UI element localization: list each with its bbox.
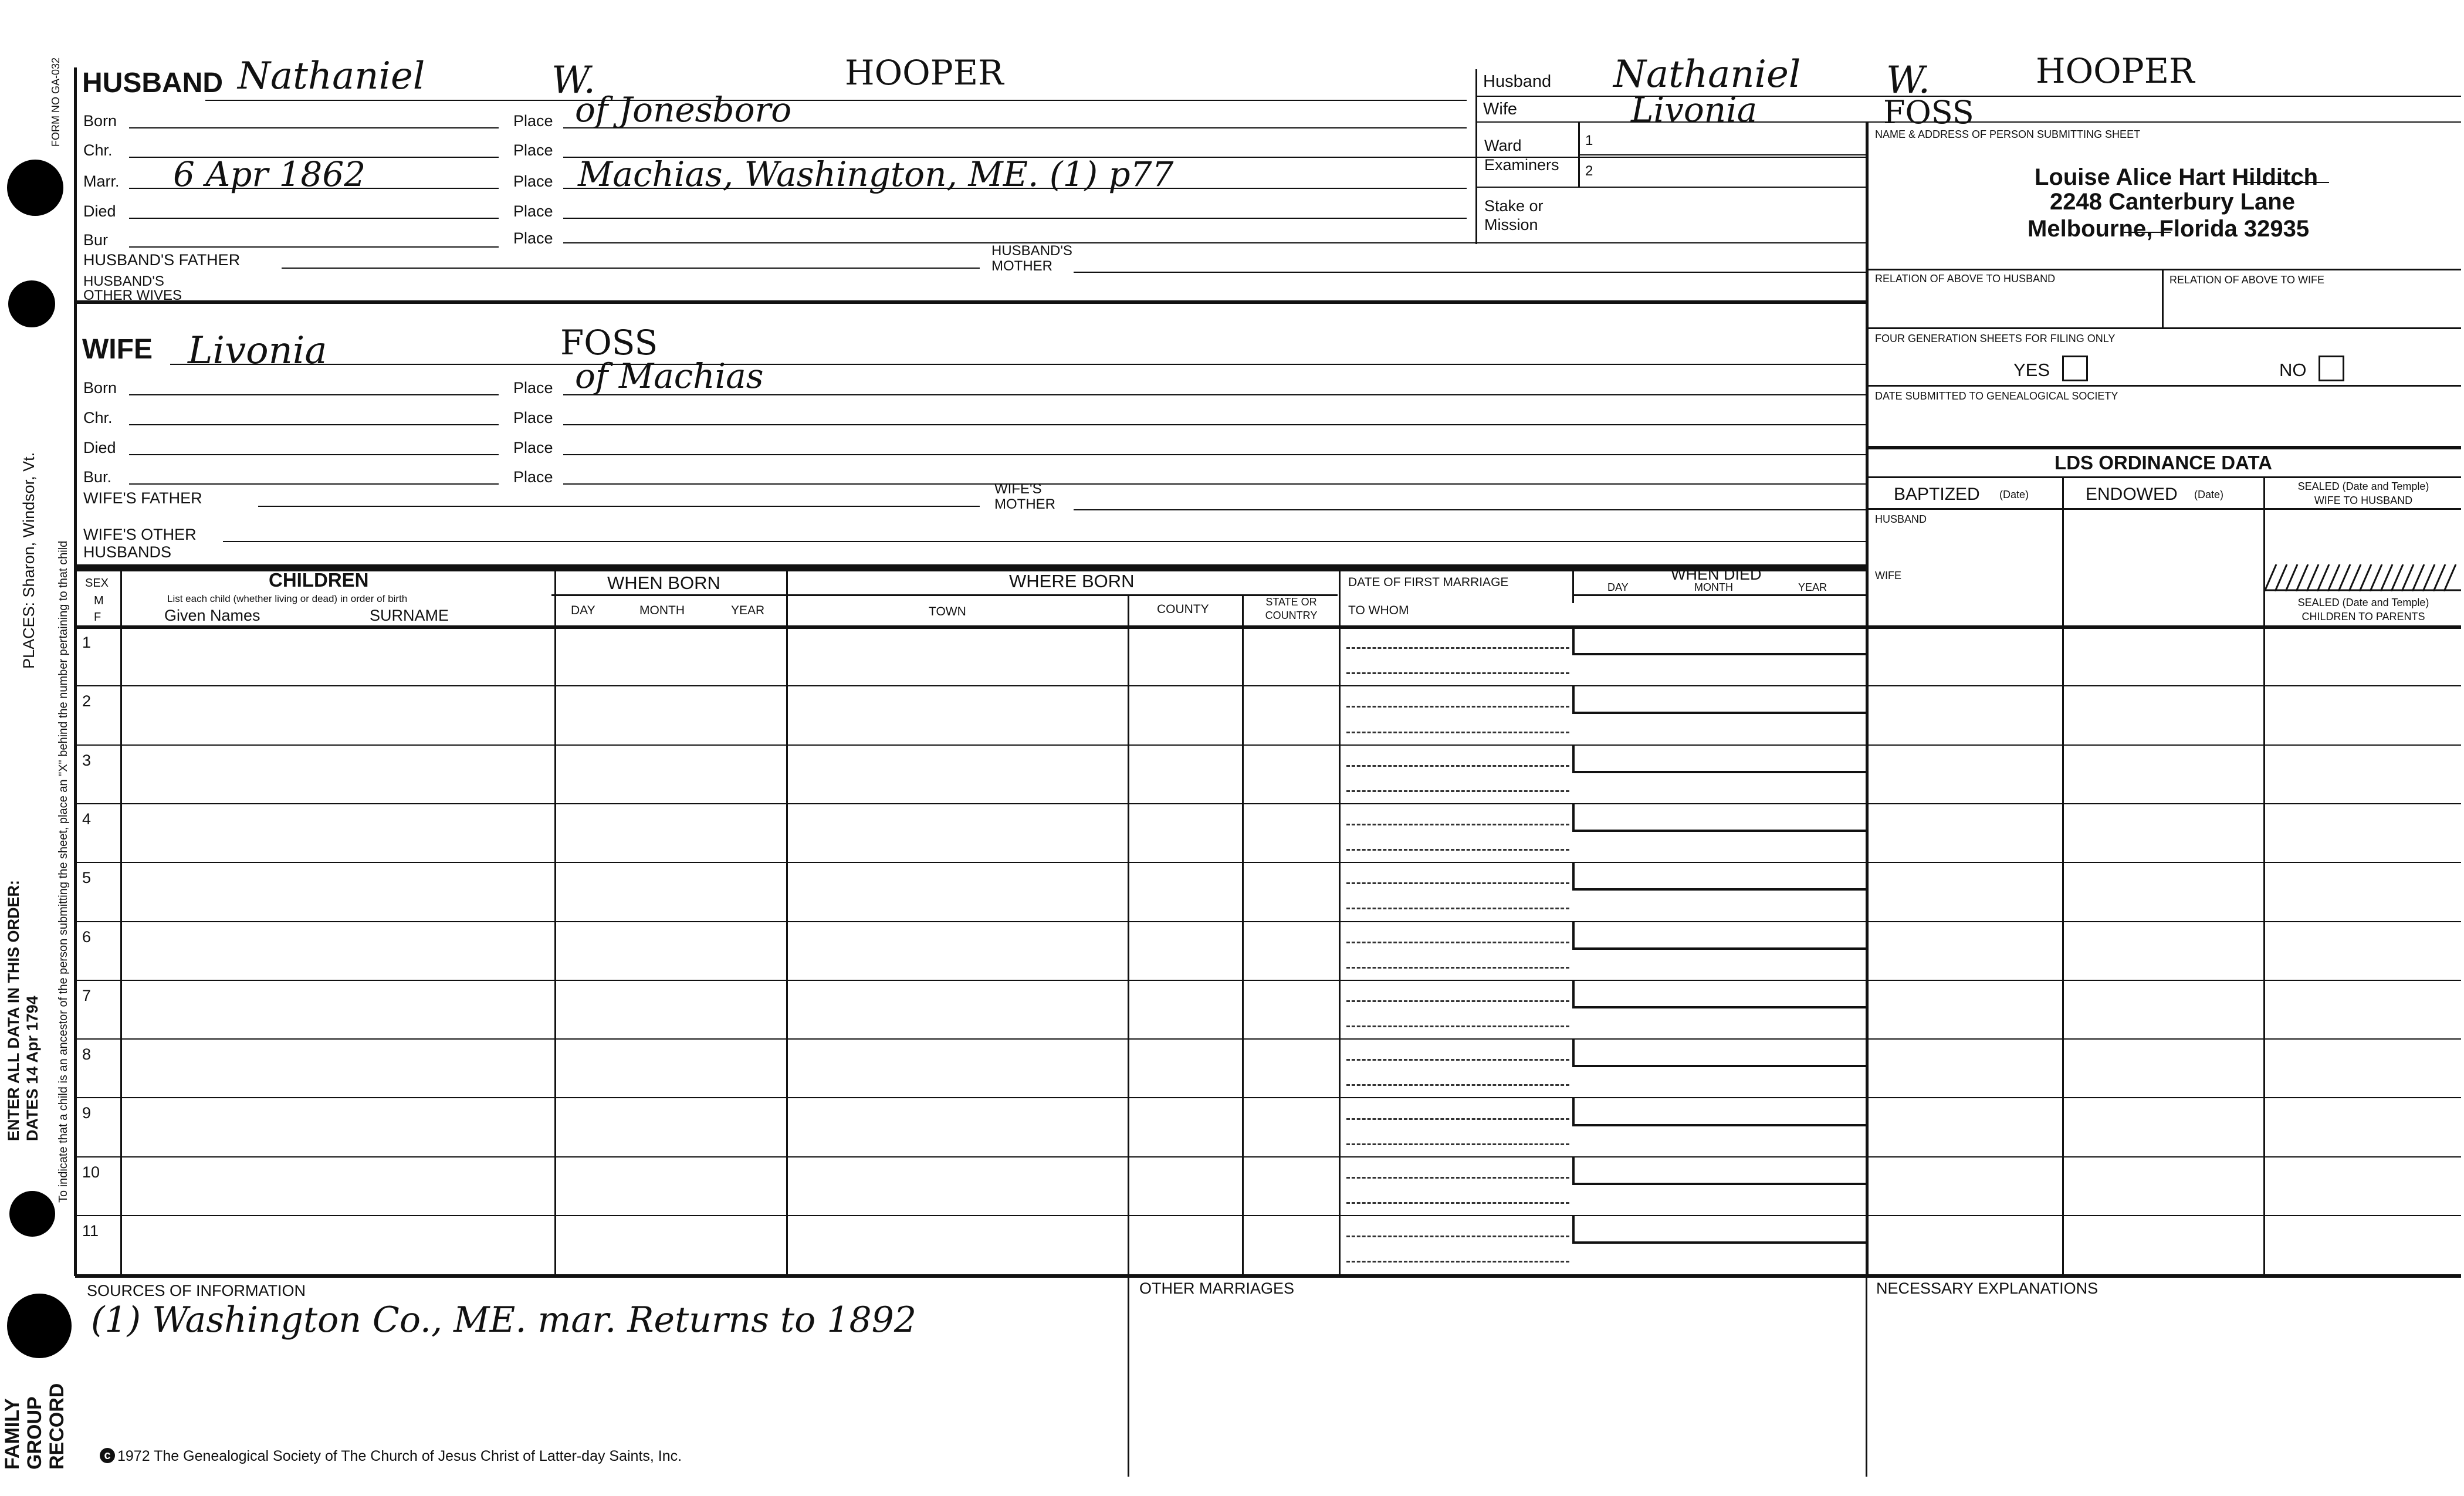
child-row[interactable] [75,921,2461,980]
wife-died-place-label: Place [513,439,553,456]
sex-label: SEX [85,577,109,590]
husband-born-place[interactable]: of Jonesboro [575,90,792,130]
right-husband-given[interactable]: Nathaniel [1613,53,1801,96]
wife-surname[interactable]: FOSS [560,323,658,363]
wife-born-place[interactable]: of Machias [575,356,764,396]
child-row-number: 3 [82,751,92,769]
wife-given-names[interactable]: Livonia [188,329,327,373]
child-row-number: 7 [82,986,92,1004]
day-label: DAY [571,604,595,617]
child-row-number: 8 [82,1045,92,1064]
copyright-symbol: c [100,1448,115,1463]
examiner-2: 2 [1585,163,1593,179]
died-month-label: MONTH [1694,581,1733,593]
husband-marr-label: Marr. [83,172,120,190]
marriage-dash-line [1346,882,1569,884]
marriage-dash-line [1346,942,1569,943]
right-husband-label: Husband [1483,72,1552,91]
given-names-label: Given Names [164,607,260,624]
punch-hole [7,1294,72,1358]
husband-surname[interactable]: HOOPER [845,53,1004,93]
endowed-date-label: (Date) [2194,489,2224,500]
yes-checkbox[interactable] [2062,356,2088,381]
title-family: FAMILY [1,1398,23,1470]
marriage-dash-line [1346,1084,1569,1086]
stake-label-1: Stake or [1484,197,1544,215]
submitter-street: 2248 Canterbury Lane [2050,189,2295,215]
marriage-dash-line [1346,1025,1569,1027]
yes-label: YES [2013,360,2050,380]
title-group: GROUP [23,1396,46,1470]
death-date-field[interactable] [1572,1038,1868,1067]
death-date-field[interactable] [1572,685,1868,714]
husband-father-label: HUSBAND'S FATHER [83,251,241,269]
husband-died-label: Died [83,202,116,220]
child-row-number: 10 [82,1163,100,1181]
examiners-label: Examiners [1484,156,1559,174]
marriage-dash-line [1346,1059,1569,1061]
death-date-field[interactable] [1572,862,1868,891]
death-date-field[interactable] [1572,1097,1868,1126]
marriage-dash-line [1346,1177,1569,1179]
child-row-number: 5 [82,869,92,887]
other-marriages-label: OTHER MARRIAGES [1139,1280,1295,1297]
marriage-dash-line [1346,732,1569,733]
endowed-label: ENDOWED [2086,485,2178,504]
husband-died-place-label: Place [513,202,553,220]
marriage-dash-line [1346,908,1569,909]
child-row[interactable] [75,627,2461,685]
right-husband-middle[interactable]: W. [1886,59,1930,102]
death-date-field[interactable] [1572,921,1868,950]
marriage-dash-line [1346,1261,1569,1263]
punch-hole [8,280,55,327]
right-wife-surname[interactable]: FOSS [1883,94,1974,131]
relation-husband-label: RELATION OF ABOVE TO HUSBAND [1875,273,2056,285]
instruction-order: ENTER ALL DATA IN THIS ORDER: [5,880,22,1141]
death-date-field[interactable] [1572,627,1868,655]
state-label-2: COUNTRY [1265,610,1318,621]
no-label: NO [2279,360,2307,380]
died-year-label: YEAR [1798,581,1827,593]
husband-bur-place-label: Place [513,229,553,247]
child-row[interactable] [75,803,2461,862]
sources-label: SOURCES OF INFORMATION [87,1282,306,1299]
wife-mother-label-1: WIFE'S [994,481,1042,497]
baptized-label: BAPTIZED [1894,485,1980,504]
child-row[interactable] [75,1038,2461,1097]
instruction-dates: DATES 14 Apr 1794 [23,996,41,1141]
husband-mother-label-2: MOTHER [991,258,1052,274]
child-row[interactable] [75,744,2461,803]
wife-born-label: Born [83,379,117,397]
child-row[interactable] [75,862,2461,920]
wife-bur-place-label: Place [513,468,553,486]
wife-father-label: WIFE'S FATHER [83,489,202,507]
marriage-dash-line [1346,647,1569,649]
month-label: MONTH [639,604,685,617]
hatched-area [2265,564,2461,591]
lds-husband-label: HUSBAND [1875,513,1927,525]
child-row[interactable] [75,1156,2461,1215]
submitter-name: Louise Alice Hart Hilditch [2035,164,2319,190]
child-row-number: 9 [82,1104,92,1122]
right-wife-label: Wife [1483,100,1517,119]
child-row[interactable] [75,980,2461,1038]
death-date-field[interactable] [1572,803,1868,832]
child-row[interactable] [75,685,2461,744]
wife-other-husbands-label-2: HUSBANDS [83,543,172,561]
children-instruction: List each child (whether living or dead) in order of birth [167,593,408,604]
date-submitted-label: DATE SUBMITTED TO GENEALOGICAL SOCIETY [1875,390,2118,402]
submitter-city: Melbourne, Florida 32935 [2028,216,2310,242]
husband-heading: HUSBAND [82,67,223,99]
sealed-children-label-1: SEALED (Date and Temple) [2297,597,2429,608]
stake-label-2: Mission [1484,216,1538,233]
child-row-number: 6 [82,928,92,946]
wife-other-husbands-label-1: WIFE'S OTHER [83,526,197,543]
town-label: TOWN [929,605,966,618]
punch-hole [9,1191,55,1237]
death-date-field[interactable] [1572,744,1868,773]
when-died-label: WHEN DIED [1671,566,1762,583]
surname-label: SURNAME [370,607,449,624]
husband-mother-label-1: HUSBAND'S [991,243,1072,259]
wife-died-label: Died [83,439,116,456]
marriage-dash-line [1346,1000,1569,1002]
punch-hole [7,160,63,216]
marriage-dash-line [1346,1202,1569,1204]
where-born-label: WHERE BORN [1009,571,1135,591]
died-day-label: DAY [1607,581,1629,593]
child-row-number: 11 [82,1222,99,1240]
marriage-dash-line [1346,967,1569,969]
children-heading: CHILDREN [269,569,369,591]
wife-chr-label: Chr. [83,409,113,427]
marriage-dash-line [1346,790,1569,792]
husband-born-label: Born [83,112,117,130]
wife-chr-place-label: Place [513,409,553,427]
death-date-field[interactable] [1572,980,1868,1008]
child-row-number: 2 [82,692,92,710]
wife-bur-label: Bur. [83,468,112,486]
lds-wife-label: WIFE [1875,570,1901,581]
baptized-date-label: (Date) [1999,489,2029,500]
marriage-dash-line [1346,849,1569,851]
sealed-wife-label-1: SEALED (Date and Temple) [2297,480,2429,492]
m-label: M [94,594,104,607]
relation-wife-label: RELATION OF ABOVE TO WIFE [2169,274,2325,286]
state-label-1: STATE OR [1265,596,1317,608]
death-date-field[interactable] [1572,1156,1868,1185]
sealed-wife-label-2: WIFE TO HUSBAND [2314,495,2413,506]
husband-other-wives-label-2: OTHER WIVES [83,287,182,303]
marriage-dash-line [1346,765,1569,767]
no-checkbox[interactable] [2319,356,2344,381]
when-born-label: WHEN BORN [607,573,720,593]
wife-mother-label-2: MOTHER [994,496,1055,512]
county-label: COUNTY [1157,603,1209,616]
child-row[interactable] [75,1097,2461,1156]
form-number: FORM NO GA-032 [50,57,62,147]
to-whom-label: TO WHOM [1348,604,1409,617]
husband-other-wives-label-1: HUSBAND'S [83,273,164,289]
husband-marr-place-label: Place [513,172,553,190]
husband-marriage-date[interactable]: 6 Apr 1862 [173,154,366,194]
lds-title: LDS ORDINANCE DATA [2055,452,2272,473]
wife-born-place-label: Place [513,379,553,397]
sealed-children-label-2: CHILDREN TO PARENTS [2301,611,2425,622]
child-row-number: 1 [82,634,92,651]
f-label: F [94,611,101,624]
sources-text[interactable]: (1) Washington Co., ME. mar. Returns to 1892 [91,1299,917,1341]
husband-bur-label: Bur [83,231,109,249]
death-date-field[interactable] [1572,1215,1868,1244]
marriage-dash-line [1346,706,1569,708]
explanations-label: NECESSARY EXPLANATIONS [1876,1280,2099,1297]
title-record: RECORD [46,1383,68,1470]
marriage-dash-line [1346,824,1569,825]
husband-chr-label: Chr. [83,141,113,159]
year-label: YEAR [731,604,765,617]
marriage-dash-line [1346,1143,1569,1145]
wife-heading: WIFE [82,334,153,365]
first-marriage-label: DATE OF FIRST MARRIAGE [1348,576,1509,589]
marriage-dash-line [1346,1118,1569,1120]
ward-label: Ward [1484,137,1522,154]
right-husband-surname[interactable]: HOOPER [2036,51,2195,91]
marriage-dash-line [1346,672,1569,674]
child-row-number: 4 [82,810,92,828]
instruction-places: PLACES: Sharon, Windsor, Vt. [20,452,38,669]
four-gen-label: FOUR GENERATION SHEETS FOR FILING ONLY [1875,333,2116,344]
husband-chr-place-label: Place [513,141,553,159]
examiner-1: 1 [1585,133,1593,148]
husband-middle-initial[interactable]: W. [551,59,595,102]
child-row[interactable] [75,1215,2461,1274]
right-wife-given[interactable]: Livonia [1631,90,1758,130]
husband-born-place-label: Place [513,112,553,130]
husband-marriage-place[interactable]: Machias, Washington, ME. (1) p77 [578,154,1174,194]
copyright-text: 1972 The Genealogical Society of The Church of Jesus Christ of Latter-day Saints, Inc. [117,1448,682,1464]
marriage-dash-line [1346,1236,1569,1237]
husband-given-names[interactable]: Nathaniel [238,55,425,98]
submitter-label: NAME & ADDRESS OF PERSON SUBMITTING SHEET [1875,128,2141,140]
instruction-child-ancestor: To indicate that a child is an ancestor of the person submitting the sheet, place an "X" behind the number pertaining to that child [57,540,70,1203]
